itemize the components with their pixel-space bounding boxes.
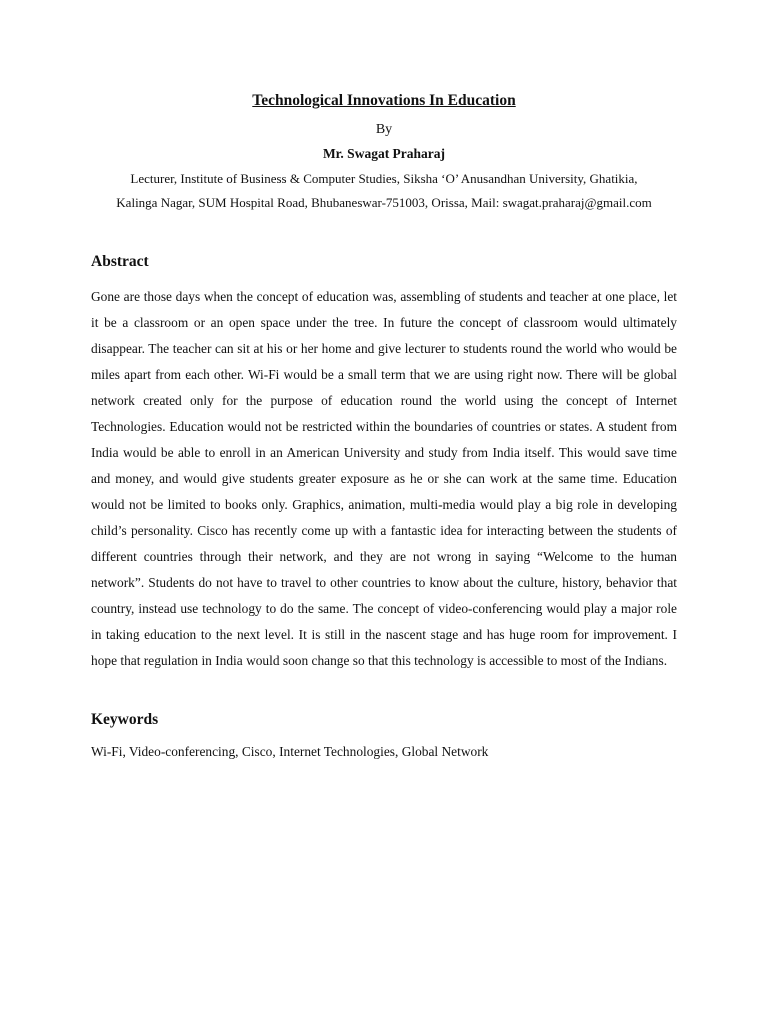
author-name: Mr. Swagat Praharaj [322, 146, 446, 161]
paper-title: Technological Innovations In Education [252, 92, 516, 109]
abstract-heading: Abstract [91, 253, 149, 270]
affiliation-line-2: Kalinga Nagar, SUM Hospital Road, Bhubaneswar-751003, Orissa, Mail: swagat.praharaj@gmail.com [116, 195, 652, 210]
affiliation-line-1: Lecturer, Institute of Business & Computer Studies, Siksha ‘O’ Anusandhan University, Ghatikia, [130, 171, 638, 186]
author-affiliation [85, 167, 683, 215]
abstract-text: Gone are those days when the concept of education was, assembling of students and teacher at one place, let it be a classroom or an open space under the tree. In future the concept of classroom would ultimately disappear. The teacher can sit at his or her home and give lecturer to students round the world who would be miles apart from each other. Wi-Fi would be a small term that we are using right now. There will be global network created only for the purpose of education round the world using the concept of Internet Technologies. Education would not be restricted within the boundaries of countries or states. A student from India would be able to enroll in an American University and study from India itself. This would save time and money, and would give students greater exposure as he or she can work at the same time. Education would not be limited to books only. Graphics, animation, multi-media would play a big role in developing child’s personality. Cisco has recently come up with a fantastic idea for interacting between the students of different countries through their network, and they are not wrong in saying “Welcome to the human network”. Students do not have to travel to other countries to know about the culture, history, behavior that country, instead use technology to do the same. The concept of video-conferencing would play a major role in taking education to the next level. It is still in the nascent stage and has huge room for improvement. I hope that regulation in India would soon change so that this technology is accessible to most of the Indians. [91, 289, 677, 668]
by-line: By [375, 122, 393, 137]
keywords-heading: Keywords [91, 711, 159, 728]
keywords-text: Wi-Fi, Video-conferencing, Cisco, Internet Technologies, Global Network [91, 744, 489, 759]
